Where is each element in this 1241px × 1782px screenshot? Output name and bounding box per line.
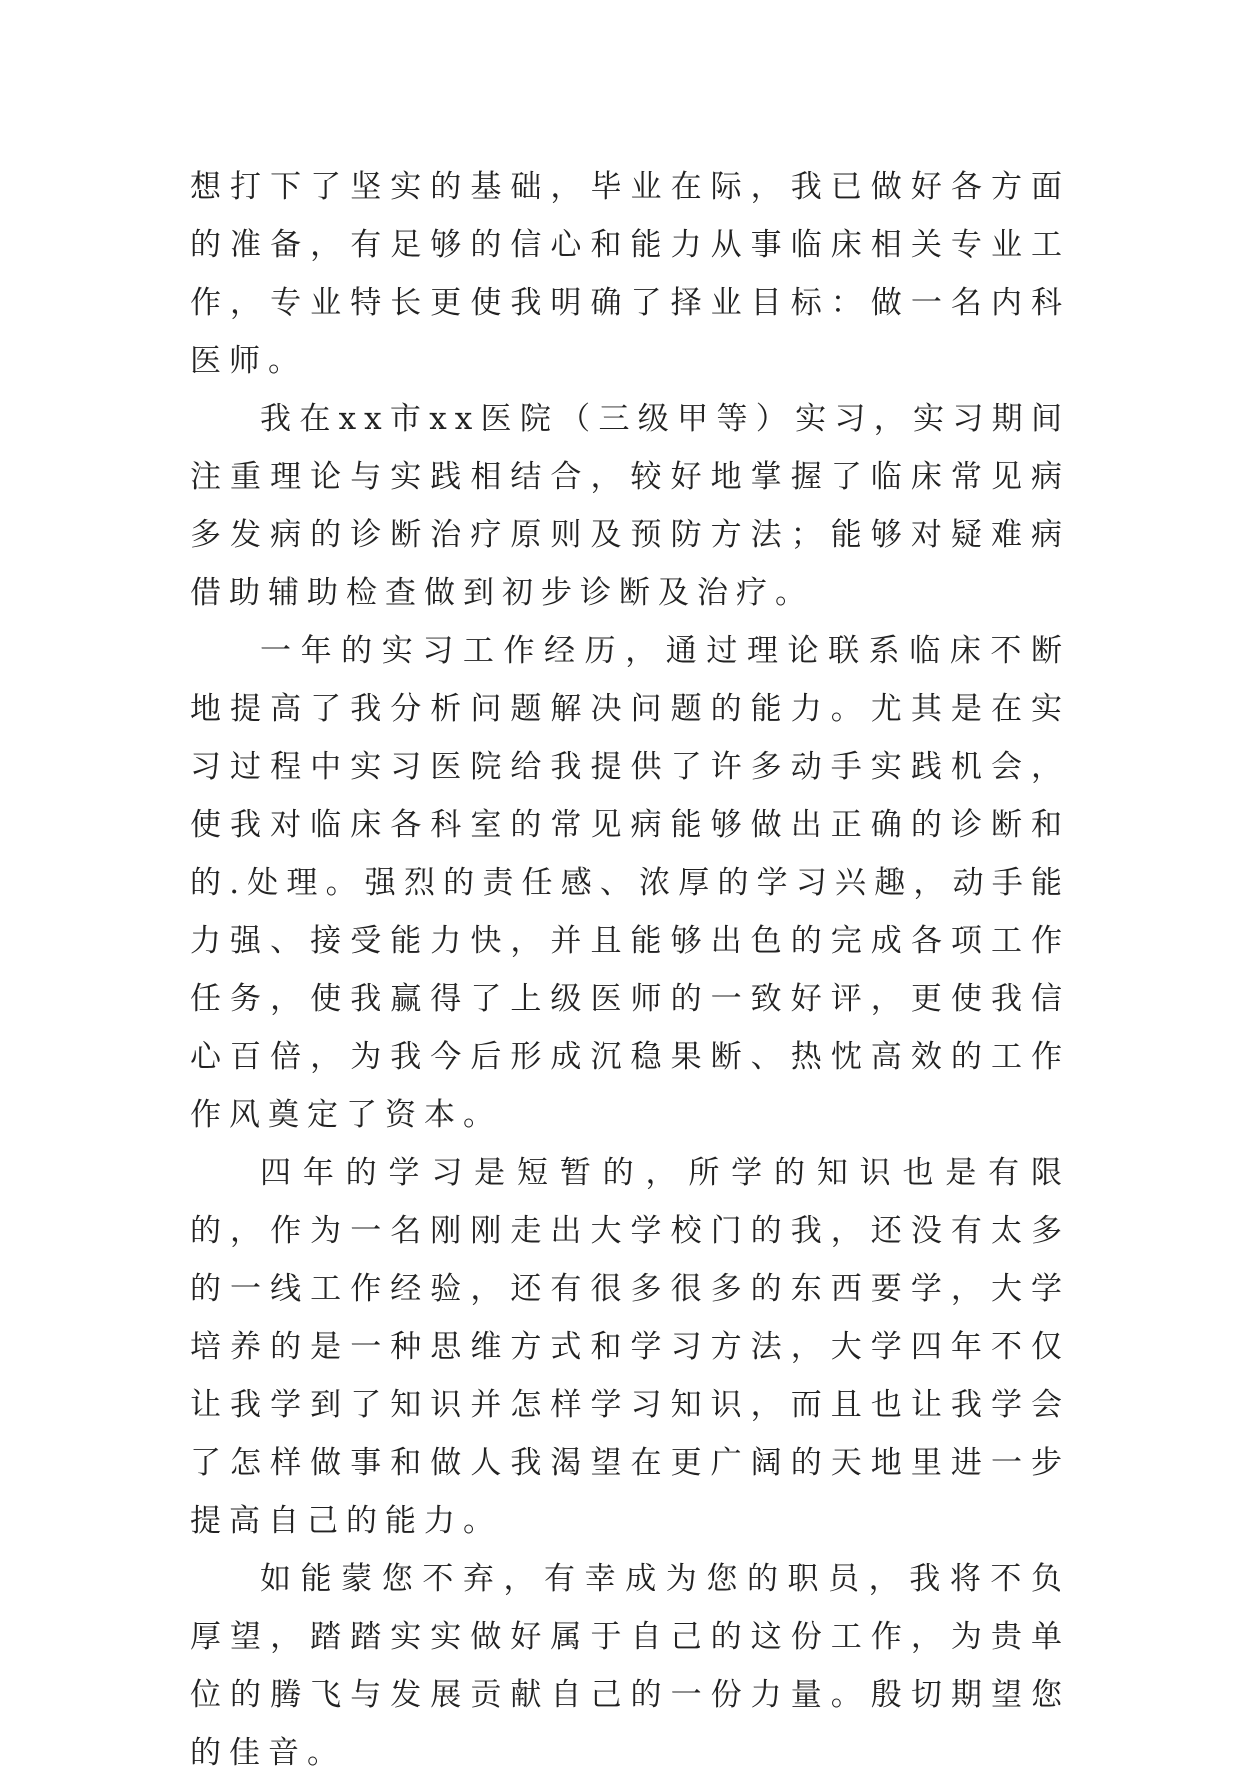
paragraph-4: 四年的学习是短暂的，所学的知识也是有限的，作为一名刚刚走出大学校门的我，还没有太多的一线工作经验，还有很多很多的东西要学，大学培养的是一种思维方式和学习方法，大学四年不仅让我学到了知识并怎样学习知识，而且也让我学会了怎样做事和做人我渴望在更广阔的天地里进一步提高自己的能力。 bbox=[190, 1155, 1070, 1539]
paragraph-5: 如能蒙您不弃，有幸成为您的职员，我将不负厚望，踏踏实实做好属于自己的这份工作，为贵单位的腾飞与发展贡献自己的一份力量。殷切期望您的佳音。 bbox=[190, 1561, 1070, 1771]
paragraph-2: 我在xx市xx医院（三级甲等）实习，实习期间注重理论与实践相结合，较好地掌握了临床常见病多发病的诊断治疗原则及预防方法；能够对疑难病借助辅助检查做到初步诊断及治疗。 bbox=[190, 401, 1070, 611]
paragraph-3: 一年的实习工作经历，通过理论联系临床不断地提高了我分析问题解决问题的能力。尤其是在实习过程中实习医院给我提供了许多动手实践机会，使我对临床各科室的常见病能够做出正确的诊断和的.处理。强烈的责任感、浓厚的学习兴趣，动手能力强、接受能力快，并且能够出色的完成各项工作任务，使我赢得了上级医师的一致好评，更使我信心百倍，为我今后形成沉稳果断、热忱高效的工作作风奠定了资本。 bbox=[190, 633, 1070, 1133]
letter-body bbox=[190, 158, 1070, 1782]
paragraph-1: 想打下了坚实的基础，毕业在际，我已做好各方面的准备，有足够的信心和能力从事临床相关专业工作，专业特长更使我明确了择业目标：做一名内科医师。 bbox=[190, 169, 1070, 379]
